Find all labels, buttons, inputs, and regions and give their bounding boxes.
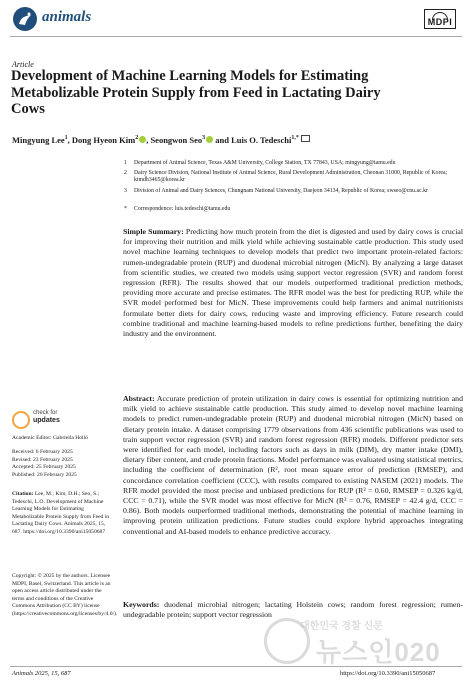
date-published: Published: 26 February 2025 xyxy=(12,471,77,478)
academic-editor: Academic Editor: Gabriella Holló xyxy=(12,435,88,441)
article-title: Development of Machine Learning Models for Estimating Metabolizable Protein Supply from Feed in Lactating Dairy Cows xyxy=(11,68,381,117)
abstract-text: Accurate prediction of protein utilization in dairy cows is essential for optimizing nutrition and milk yield to achieve sustainable cattle production. This study aimed to develop novel machine learning models to predict rumen-undegradable protein (RUP) and duodenal microbial nitrogen (MicN) based on dietary protein intake. A dataset comprising 1779 observations from 436 scientific publications was used to train support vector regression (SVR) and random forest regression (RFR) models. Different predictor sets were identified for each model, including factors such as days in milk (DIM), dry matter intake (DMI), dietary fiber content, and crude protein fractions. Model performance was evaluated using statistical metrics, including the coefficient of determination (R², root mean square error of prediction (RMSEP), and concordance correlation coefficient (CCC), with results compared to existing NASEM (2021) models. The RFR model provided the most precise and unbiased predictions for RUP (R² = 0.60, RMSEP = 0.326 kg/d, CCC = 0.71), while the SVR model was most effective for MicN (R² = 0.76, RMSEP = 42.4 g/d, CCC = 0.86). Both models outperformed traditional methods, demonstrating the potential of machine learning in improving protein utilization predictions. Future studies could explore hybrid approaches integrating conventional and AI-based models to enhance predictive accuracy. xyxy=(123,394,463,536)
article-dates xyxy=(12,449,112,479)
footer-divider xyxy=(10,666,462,667)
keywords-label: Keywords: xyxy=(123,600,160,609)
citation-label: Citation: xyxy=(12,491,34,497)
author-affil-sup: 1,* xyxy=(291,135,299,142)
affil-text: Correspondence: luis.tedeschi@tamu.edu xyxy=(134,206,231,212)
author-name[interactable]: Mingyung Lee xyxy=(12,135,65,145)
affiliation-1 xyxy=(124,160,464,167)
author-affil-sup: 3 xyxy=(202,135,206,142)
journal-name[interactable]: animals xyxy=(42,9,92,25)
updates-label: updates xyxy=(33,417,60,424)
keywords xyxy=(123,600,463,620)
affil-num: 1 xyxy=(124,160,127,166)
author-name[interactable]: Seongwon Seo xyxy=(150,135,203,145)
affil-text: Division of Animal and Dairy Sciences, Chungnam National University, Daejeon 34134, Republic of Korea; swseo@cnu.ac.kr xyxy=(134,188,428,194)
date-revised: Revised: 23 February 2025 xyxy=(12,456,73,463)
check-for-updates-icon[interactable] xyxy=(12,411,30,429)
affiliation-3 xyxy=(124,188,464,195)
email-icon[interactable] xyxy=(301,135,310,142)
journal-logo-icon xyxy=(13,7,37,31)
watermark-top: 대한민국 경찰 신문 xyxy=(300,621,383,632)
orcid-icon[interactable] xyxy=(206,136,213,143)
citation-text[interactable]: Lee, M.; Kim, D.H.; Seo, S.; Tedeschi, L.O. Development of Machine Learning Models for Estimating Metabolizable Protein Supply from Feed in Lactating Dairy Cows. Animals 2025, 15, 687. https://doi.org/10.3390/ani15050687 xyxy=(12,491,110,535)
affil-text: Department of Animal Science, Texas A&M University, College Station, TX 77843, USA; mingyung@tamu.edu xyxy=(134,160,396,166)
author-affil-sup: 2 xyxy=(135,135,139,142)
check-for-label: check for xyxy=(33,410,58,416)
author-name[interactable]: and Luis O. Tedeschi xyxy=(215,135,292,145)
date-accepted: Accepted: 25 February 2025 xyxy=(12,464,76,470)
simple-summary-label: Simple Summary: xyxy=(123,227,184,236)
citation-block xyxy=(12,491,112,536)
simple-summary xyxy=(123,227,463,339)
footer-citation: Animals 2025, 15, 687 xyxy=(12,670,71,677)
abstract-label: Abstract: xyxy=(123,394,155,403)
copyright-block xyxy=(12,573,118,618)
check-for-updates[interactable] xyxy=(33,410,60,425)
article-type: Article xyxy=(12,60,34,69)
footer-doi[interactable]: https://doi.org/10.3390/ani15050687 xyxy=(340,670,436,677)
affil-text: Dairy Science Division, National Institute of Animal Science, Rural Development Administration, Cheonan 31000, Republic of Korea; kimdh3465@korea.kr xyxy=(134,170,448,184)
copyright-text: Copyright: © 2025 by the authors. Licensee MDPI, Basel, Switzerland. This article is an open access article distributed under the terms and conditions of the Creative Commons Attribution (CC BY) license (https://creativecommons.org/licenses/by/4.0/). xyxy=(12,573,118,617)
affil-num: 3 xyxy=(124,188,127,194)
publisher-logo-icon xyxy=(432,12,448,20)
orcid-icon[interactable] xyxy=(139,136,146,143)
watermark-bottom: 뉴스인020 xyxy=(316,637,441,667)
keywords-text: duodenal microbial nitrogen; lactating Holstein cows; random forest regression; rumen-undegradable protein; support vector regression xyxy=(123,600,463,620)
author-list: Mingyung Lee$^1$, Dong Hyeon Kim$^2$ , Seongwon Seo$^3$ and Luis O. Tedeschi$^{1,*}$ xyxy=(12,135,462,145)
date-received: Received: 6 February 2025 xyxy=(12,449,73,455)
abstract xyxy=(123,394,463,537)
affil-num: * xyxy=(124,206,127,212)
affiliation-2 xyxy=(124,170,464,185)
author-name[interactable]: Dong Hyeon Kim xyxy=(71,135,136,145)
author-affil-sup: 1 xyxy=(64,135,68,142)
publisher-name: MDPI xyxy=(427,17,453,27)
affil-num: 2 xyxy=(124,170,127,176)
header-divider xyxy=(10,36,462,37)
publisher-logo[interactable] xyxy=(424,9,456,29)
affiliation-correspondence xyxy=(124,206,464,213)
simple-summary-text: Predicting how much protein from the diet is digested and used by dairy cows is crucial for improving their nutrition and milk yield while achieving sustainable cattle production. This study used novel machine learning techniques to develop models that predict two important protein-related factors: rumen-undegradable protein (RUP) and duodenal microbial nitrogen (MicN). By analyzing a large dataset from scientific studies, we created two models using support vector regression (SVR) and random forest regression (RFR). The results showed that our models outperformed traditional prediction methods, providing more accurate and precise estimates. The RFR model was the best for predicting RUP, while the SVR model performed best for MicN. These improvements could help farmers and animal nutritionists formulate better diets for dairy cows, reducing waste and improving efficiency. Future research could combine traditional and machine learning-based models to refine predictions further, benefiting the dairy industry and the environment. xyxy=(123,227,463,339)
